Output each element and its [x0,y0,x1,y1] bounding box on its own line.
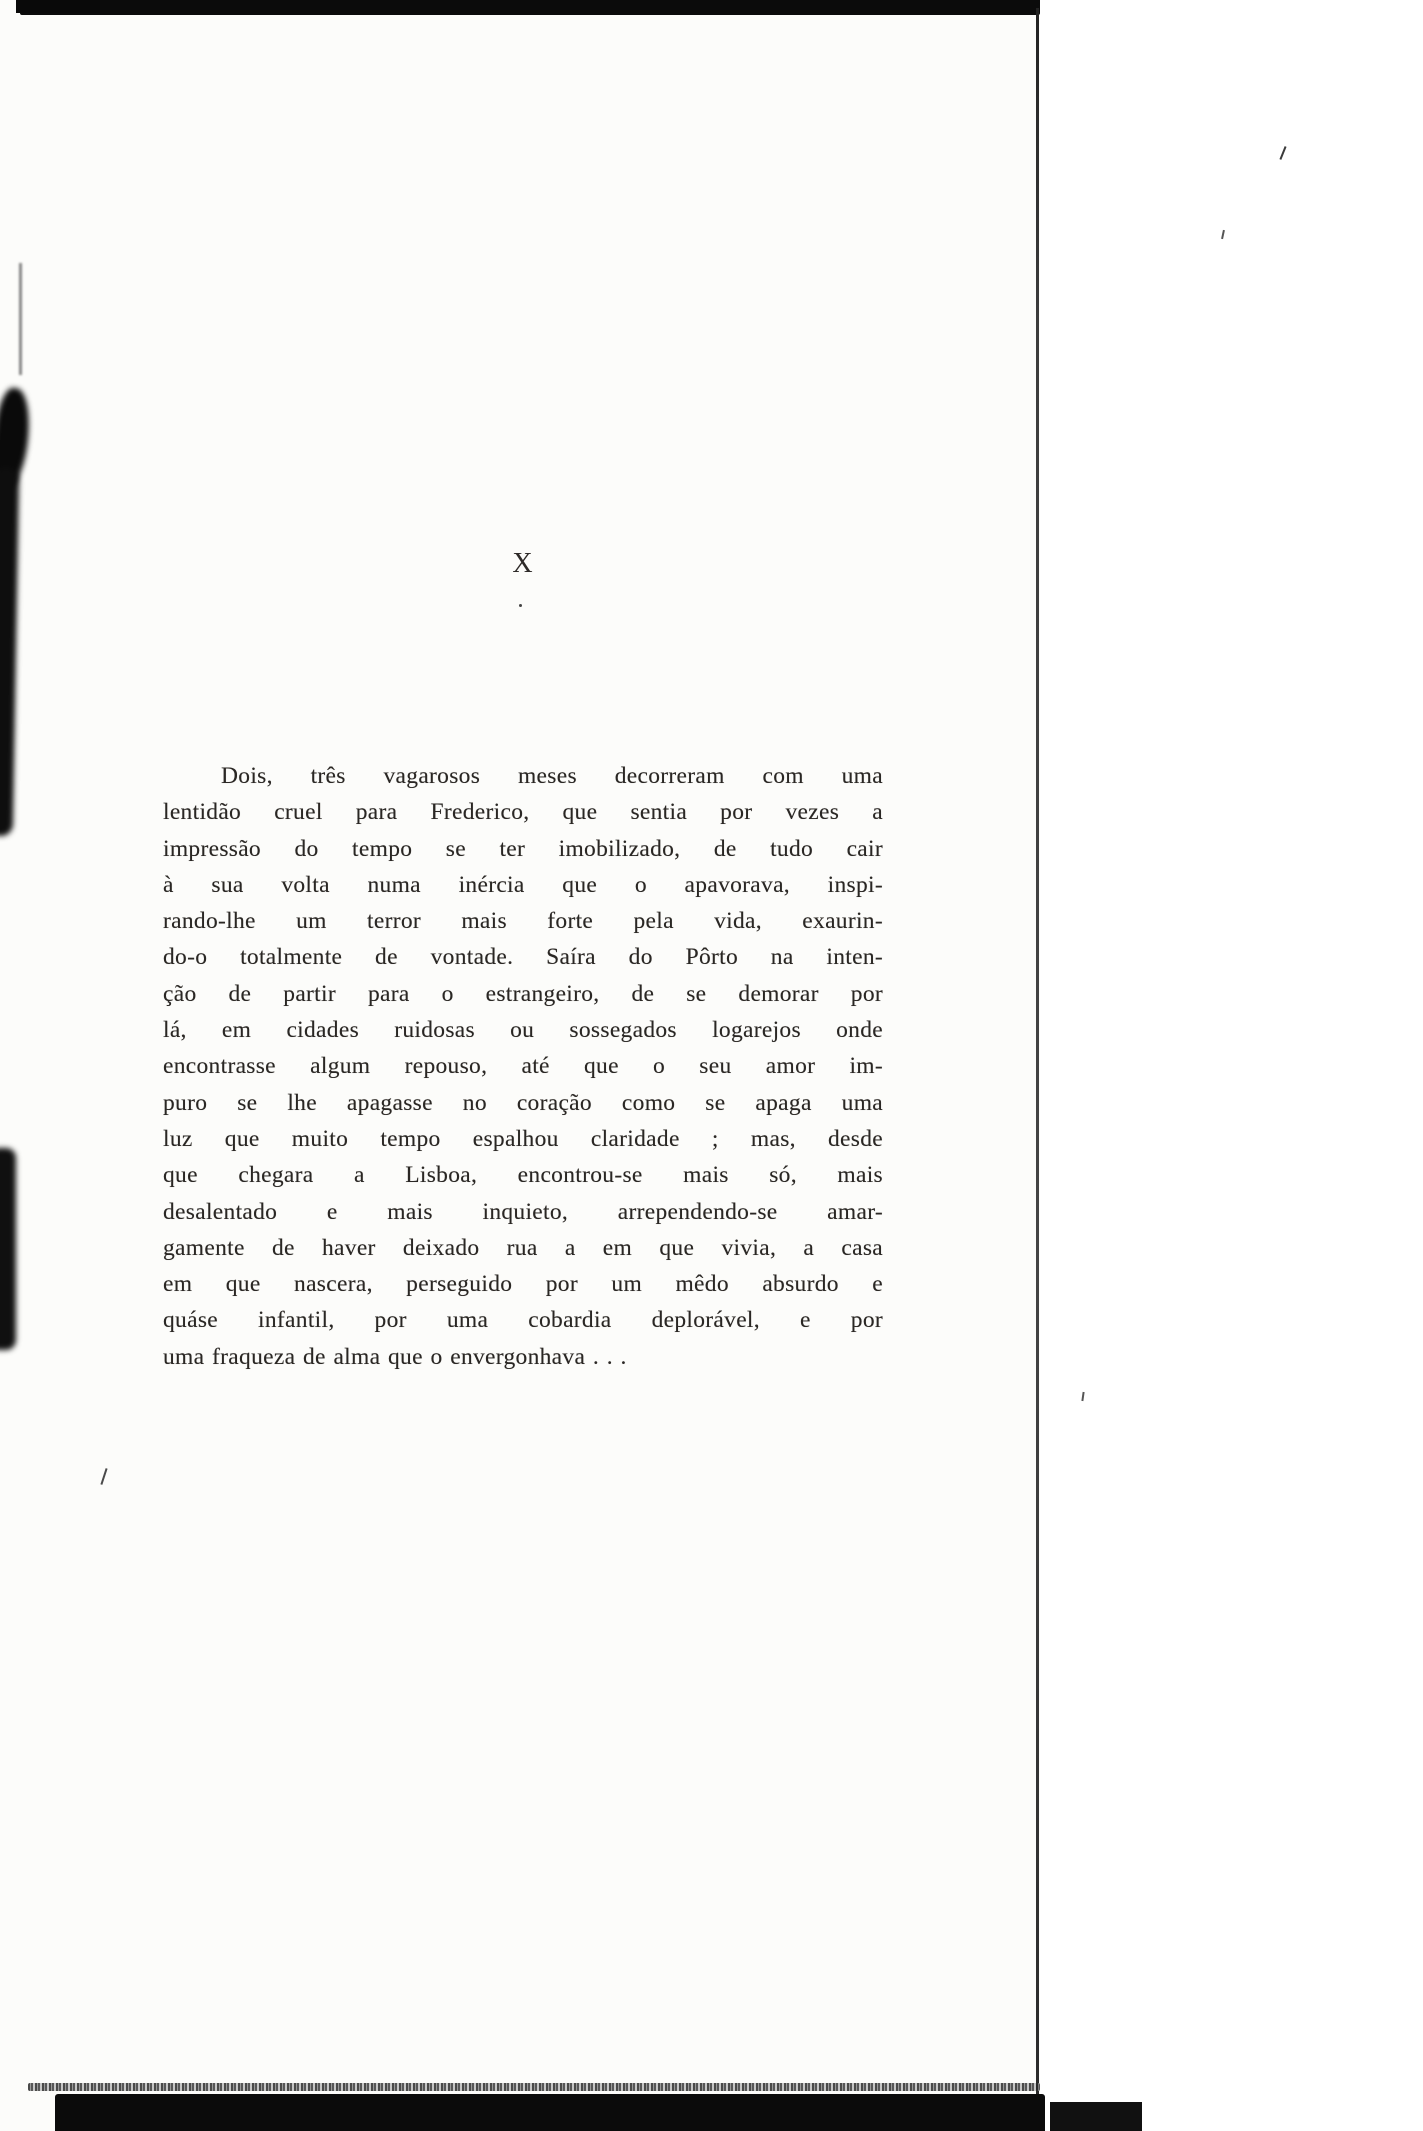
scan-speck [1221,230,1225,239]
scan-artifact-top-left [16,0,100,13]
chapter-heading: X [512,548,534,579]
body-paragraph [163,758,883,1375]
text-line: que chegara a Lisboa, encontrou-se mais só, mais [163,1162,883,1189]
text-line: gamente de haver deixado rua a em que vivia, a casa [163,1234,883,1261]
text-line: ção de partir para o estrangeiro, de se demorar por [163,980,883,1007]
text-line: lentidão cruel para Frederico, que sentia por vezes a [163,799,883,826]
text-line: Dois, três vagarosos meses decorreram com uma [221,763,883,789]
text-line: lá, em cidades ruidosas ou sossegados logarejos onde [163,1017,883,1044]
scan-speck [1279,146,1286,160]
page-edge-line [1036,8,1039,2098]
text-line: uma fraqueza de alma que o envergonhava . . . [163,1343,627,1370]
text-line: desalentado e mais inquieto, arrependendo-se amar- [163,1198,883,1225]
text-line: em que nascera, perseguido por um mêdo absurdo e [163,1271,883,1298]
text-line: rando-lhe um terror mais forte pela vida, exaurin- [163,908,883,935]
scan-artifact-top-bar [20,0,1040,15]
scan-artifact-bottom-bar [55,2094,1045,2131]
text-line: do-o totalmente de vontade. Saíra do Pôrto na inten- [163,944,883,971]
text-line: puro se lhe apagasse no coração como se apaga uma [163,1089,883,1116]
text-line: encontrasse algum repouso, até que o seu amor im- [163,1053,883,1080]
gutter-shadow-lower [0,1148,16,1350]
gutter-hairline [19,263,22,375]
text-line: impressão do tempo se ter imobilizado, de tudo cair [163,835,883,862]
text-line: à sua volta numa inércia que o apavorava, inspi- [163,871,883,898]
text-line: luz que muito tempo espalhou claridade ; mas, desde [163,1125,883,1152]
scan-speck [1081,1392,1084,1401]
scan-artifact-bottom-right [1050,2102,1142,2131]
scan-speck [519,604,522,607]
scan-artifact-noise-strip [28,2083,1040,2091]
text-line: quáse infantil, por uma cobardia deplorável, e por [163,1307,883,1334]
